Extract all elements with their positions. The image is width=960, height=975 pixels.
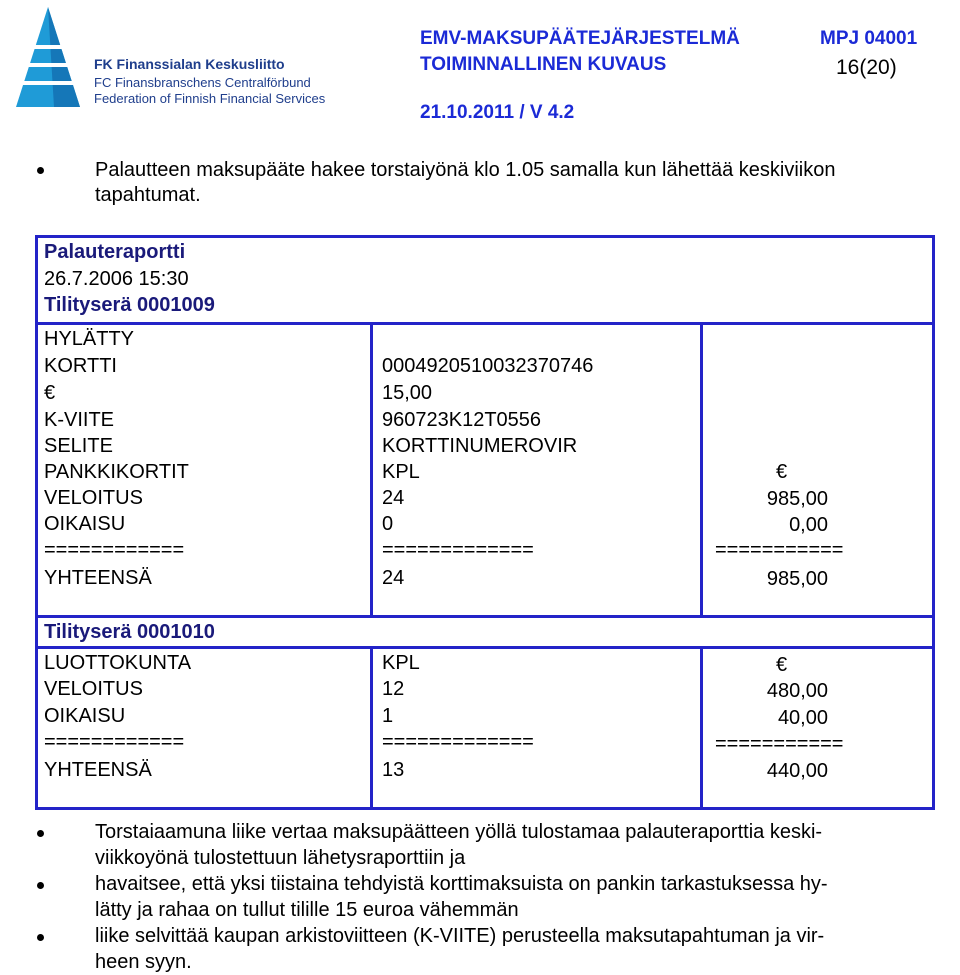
batch1-value: 960723K12T0556	[382, 409, 542, 431]
divider	[37, 646, 933, 649]
bullet-line: viikkoyönä tulostettuun lähetysraporttiin ja	[95, 847, 466, 869]
batch2-value: =============	[382, 731, 534, 753]
bullet-dot	[37, 882, 44, 889]
batch1-currency: €	[776, 461, 788, 483]
bullet-line: havaitsee, että yksi tiistaina tehdyistä korttimaksuista on pankin tarkastuksessa hy-	[95, 873, 828, 895]
logo-org-fi: FK Finanssialan Keskusliitto	[94, 56, 285, 72]
batch1-label: SELITE	[44, 435, 113, 457]
batch2-amount: 40,00	[777, 707, 828, 729]
batch1-label: YHTEENSÄ	[44, 567, 152, 589]
batch1-value: KORTTINUMEROVIR	[382, 435, 578, 457]
batch1-label: HYLÄTTY	[44, 328, 135, 350]
divider	[370, 322, 373, 617]
batch2-amount: 480,00	[766, 680, 828, 702]
batch1-label: OIKAISU	[44, 513, 126, 535]
batch2-currency: €	[776, 654, 788, 676]
divider	[37, 615, 933, 618]
divider	[700, 322, 703, 617]
bullet-line: Torstaiaamuna liike vertaa maksupäätteen yöllä tulostamaa palauteraporttia keski-	[95, 821, 823, 843]
bullet-line: heen syyn.	[95, 951, 192, 973]
batch1-label: KORTTI	[44, 355, 117, 377]
logo-pyramid-icon	[10, 5, 90, 110]
logo-org-sv: FC Finansbranschens Centralförbund	[94, 75, 311, 90]
batch1-amount: 985,00	[766, 568, 828, 590]
batch2-value: KPL	[382, 652, 420, 674]
batch2-value: 1	[382, 705, 394, 727]
intro-line-2: tapahtumat.	[95, 184, 201, 206]
divider	[700, 646, 703, 808]
logo-org-en: Federation of Finnish Financial Services	[94, 91, 326, 106]
batch1-value: 15,00	[382, 382, 433, 404]
page-number: 16(20)	[836, 56, 897, 79]
bullet-line: lätty ja rahaa on tullut tilille 15 euroa vähemmän	[95, 899, 519, 921]
batch1-label: VELOITUS	[44, 487, 143, 509]
report-title: Palauteraportti	[44, 241, 186, 263]
batch2-amount: 440,00	[766, 760, 828, 782]
batch1-label: €	[44, 382, 56, 404]
batch1-value: 0	[382, 513, 394, 535]
batch2-label: VELOITUS	[44, 678, 143, 700]
batch1-label: PANKKIKORTIT	[44, 461, 189, 483]
report-datetime: 26.7.2006 15:30	[44, 268, 189, 290]
batch1-label: ============	[44, 539, 185, 561]
batch1-value: 24	[382, 567, 405, 589]
doc-subtitle: TOIMINNALLINEN KUVAUS	[420, 54, 667, 75]
batch2-value: 13	[382, 759, 405, 781]
batch1-amount: ===========	[715, 539, 844, 561]
batch2-label: YHTEENSÄ	[44, 759, 152, 781]
intro-line-1: Palautteen maksupääte hakee torstaiyönä klo 1.05 samalla kun lähettää keskiviikon	[95, 159, 836, 181]
batch1-value: 0004920510032370746	[382, 355, 594, 377]
batch2-title: Tilityserä 0001010	[44, 621, 215, 643]
batch2-value: 12	[382, 678, 405, 700]
batch1-value: KPL	[382, 461, 420, 483]
batch1-amount: 985,00	[766, 488, 828, 510]
bullet-dot	[37, 934, 44, 941]
doc-code: MPJ 04001	[820, 28, 918, 49]
date-version: 21.10.2011 / V 4.2	[420, 102, 575, 123]
batch2-label: ============	[44, 731, 185, 753]
batch2-label: OIKAISU	[44, 705, 126, 727]
bullet-dot	[37, 830, 44, 837]
doc-title: EMV-MAKSUPÄÄTEJÄRJESTELMÄ	[420, 28, 740, 49]
batch1-value: =============	[382, 539, 534, 561]
batch1-value: 24	[382, 487, 405, 509]
batch1-amount: 0,00	[789, 514, 828, 536]
batch1-title: Tilityserä 0001009	[44, 294, 215, 316]
bullet-dot	[37, 167, 44, 174]
divider	[37, 322, 933, 325]
batch2-label: LUOTTOKUNTA	[44, 652, 192, 674]
divider	[370, 646, 373, 808]
logo	[10, 5, 350, 110]
batch2-amount: ===========	[715, 733, 844, 755]
bullet-line: liike selvittää kaupan arkistoviitteen (K-VIITE) perusteella maksutapahtuman ja vir-	[95, 925, 825, 947]
batch1-label: K-VIITE	[44, 409, 115, 431]
